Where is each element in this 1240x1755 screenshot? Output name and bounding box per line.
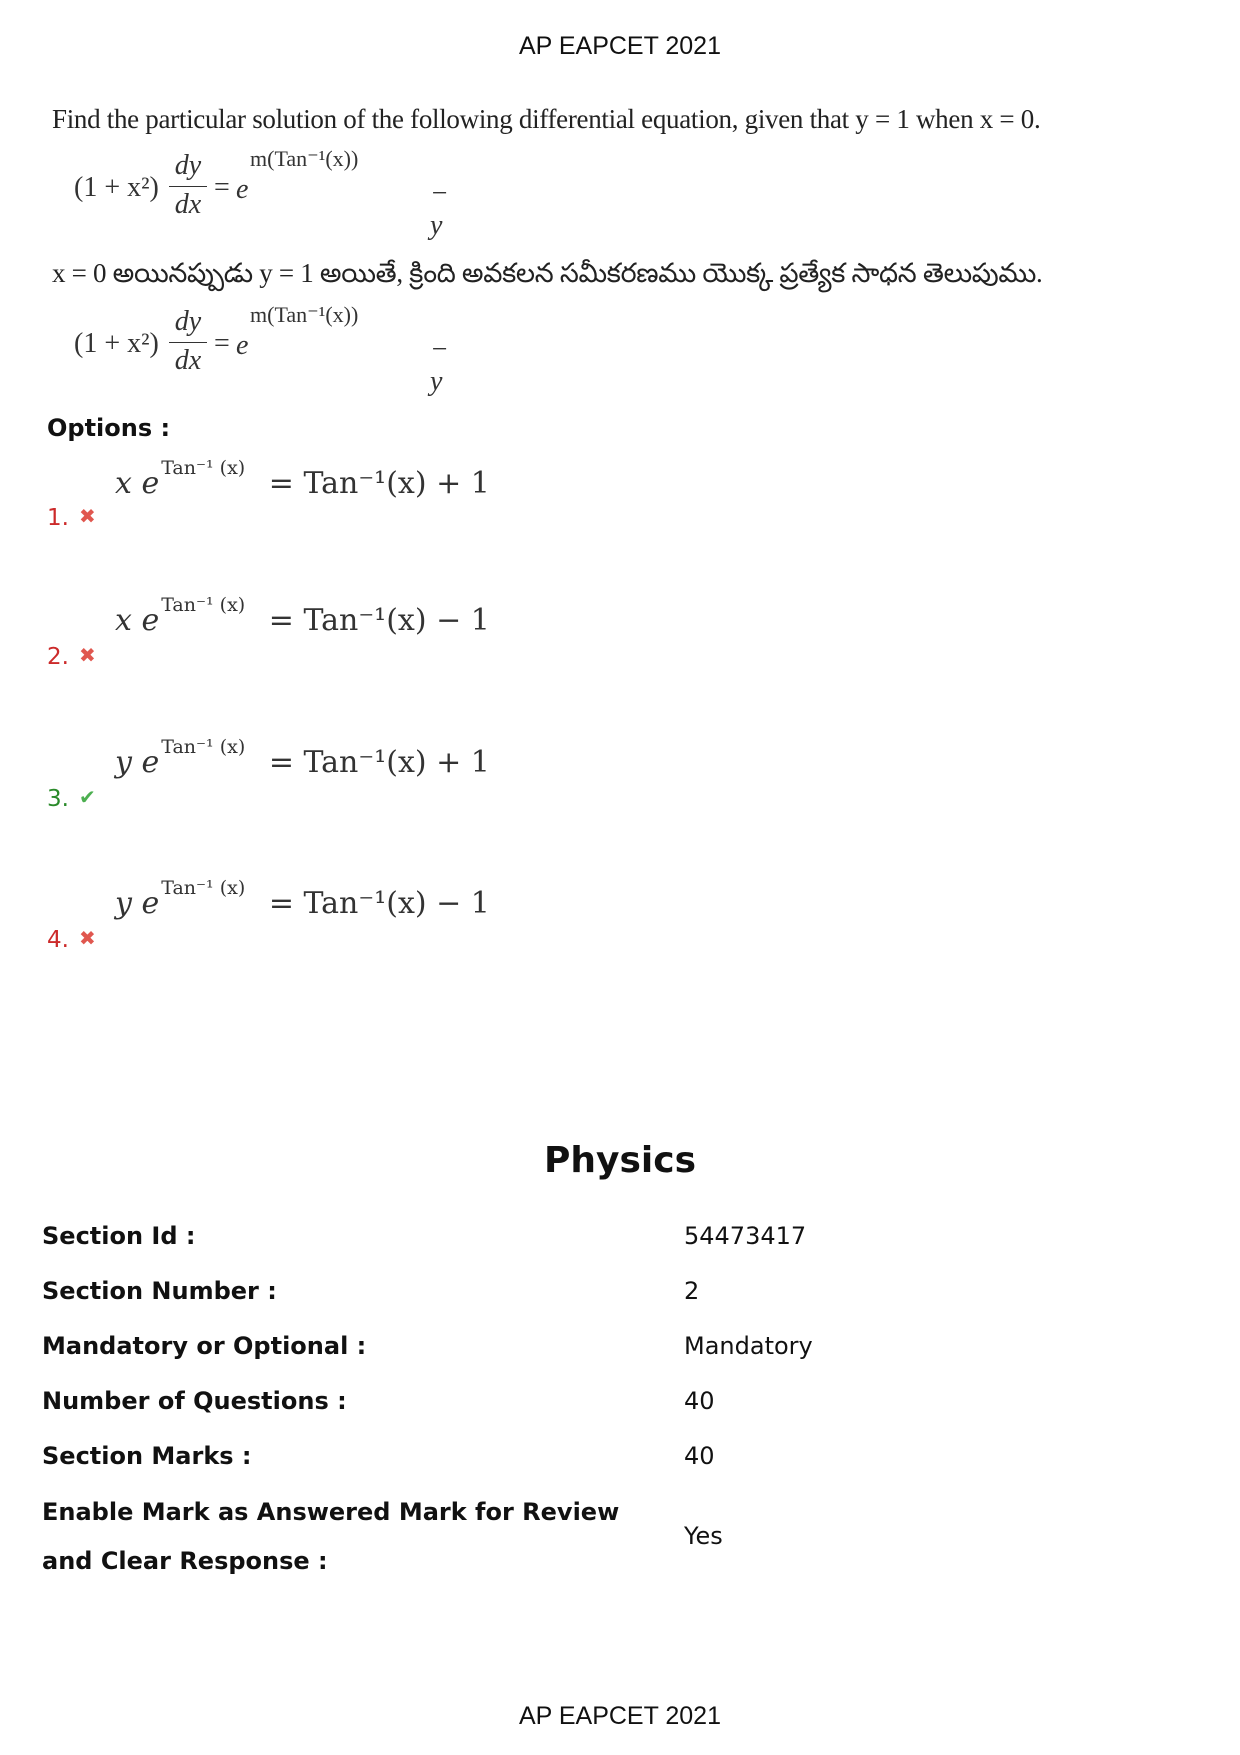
option-number: 3. (47, 786, 69, 812)
fraction-bar (169, 186, 207, 187)
equation-exponent: m(Tan⁻¹(x)) (250, 146, 359, 171)
fraction-bar (169, 342, 207, 343)
formula-base: e (141, 603, 160, 638)
wrong-mark-icon: ✖ (79, 504, 96, 528)
formula-variable: y (115, 745, 132, 780)
row-label: Number of Questions : (42, 1387, 347, 1415)
formula-exponent: Tan⁻¹ (x) (161, 736, 246, 758)
equation-equals: = (214, 328, 230, 359)
equation-exponent: m(Tan⁻¹(x)) (250, 302, 359, 327)
formula-base: e (141, 886, 160, 921)
equation-lhs: (1 + x²) (74, 328, 159, 359)
fraction-numerator: dy (174, 150, 202, 181)
options-label: Options : (47, 414, 171, 442)
option-1[interactable] (47, 457, 647, 556)
equation-fraction (169, 150, 207, 221)
equation-fraction (169, 306, 207, 377)
equation-base: e (236, 330, 249, 361)
row-value: 40 (684, 1442, 715, 1470)
wrong-mark-icon: ✖ (79, 926, 96, 950)
equation-tail: − y (430, 334, 449, 397)
row-label: Mandatory or Optional : (42, 1332, 367, 1360)
row-label: Enable Mark as Answered Mark for Review and Clear Response : (42, 1498, 620, 1575)
page-footer: AP EAPCET 2021 (519, 1702, 721, 1730)
question-text-telugu: x = 0 అయినప్పుడు y = 1 అయితే, క్రింది అవకలన సమీకరణము యొక్క ప్రత్యేక సాధన తెలుపుము. (52, 258, 1043, 288)
wrong-mark-icon: ✖ (79, 643, 96, 667)
row-value: Mandatory (684, 1332, 813, 1360)
row-label: Section Marks : (42, 1442, 252, 1470)
option-4[interactable] (47, 877, 647, 976)
check-mark-icon: ✔ (79, 785, 96, 809)
option-number: 2. (47, 644, 69, 670)
formula-rhs: = Tan⁻¹(x) − 1 (268, 886, 490, 921)
option-2[interactable] (47, 594, 647, 693)
equation-tail: − y (430, 178, 449, 241)
page-header: AP EAPCET 2021 (519, 32, 721, 60)
fraction-denominator: dx (174, 189, 202, 220)
option-3[interactable] (47, 736, 647, 835)
row-label: Section Id : (42, 1222, 196, 1250)
row-value: 2 (684, 1277, 700, 1305)
formula-exponent: Tan⁻¹ (x) (161, 457, 246, 479)
option-formula (115, 736, 490, 780)
option-formula (115, 877, 490, 921)
formula-rhs: = Tan⁻¹(x) + 1 (268, 745, 490, 780)
formula-base: e (141, 745, 160, 780)
row-value: Yes (684, 1522, 723, 1550)
question-text-english: Find the particular solution of the following differential equation, given that y = 1 when x = 0. (52, 104, 1041, 134)
section-title: Physics (543, 1140, 696, 1181)
option-number: 4. (47, 927, 69, 953)
equation-lhs: (1 + x²) (74, 172, 159, 203)
formula-variable: x (115, 466, 132, 501)
formula-exponent: Tan⁻¹ (x) (161, 594, 246, 616)
fraction-numerator: dy (174, 306, 202, 337)
formula-rhs: = Tan⁻¹(x) − 1 (268, 603, 490, 638)
option-number: 1. (47, 505, 69, 531)
option-formula (115, 457, 490, 501)
fraction-denominator: dx (174, 345, 202, 376)
equation-base: e (236, 174, 249, 205)
formula-variable: y (115, 886, 132, 921)
formula-exponent: Tan⁻¹ (x) (161, 877, 246, 899)
formula-rhs: = Tan⁻¹(x) + 1 (268, 466, 490, 501)
row-label: Section Number : (42, 1277, 277, 1305)
row-value: 40 (684, 1387, 715, 1415)
formula-base: e (141, 466, 160, 501)
formula-variable: x (115, 603, 132, 638)
equation-equals: = (214, 172, 230, 203)
option-formula (115, 594, 490, 638)
row-value: 54473417 (684, 1222, 807, 1250)
